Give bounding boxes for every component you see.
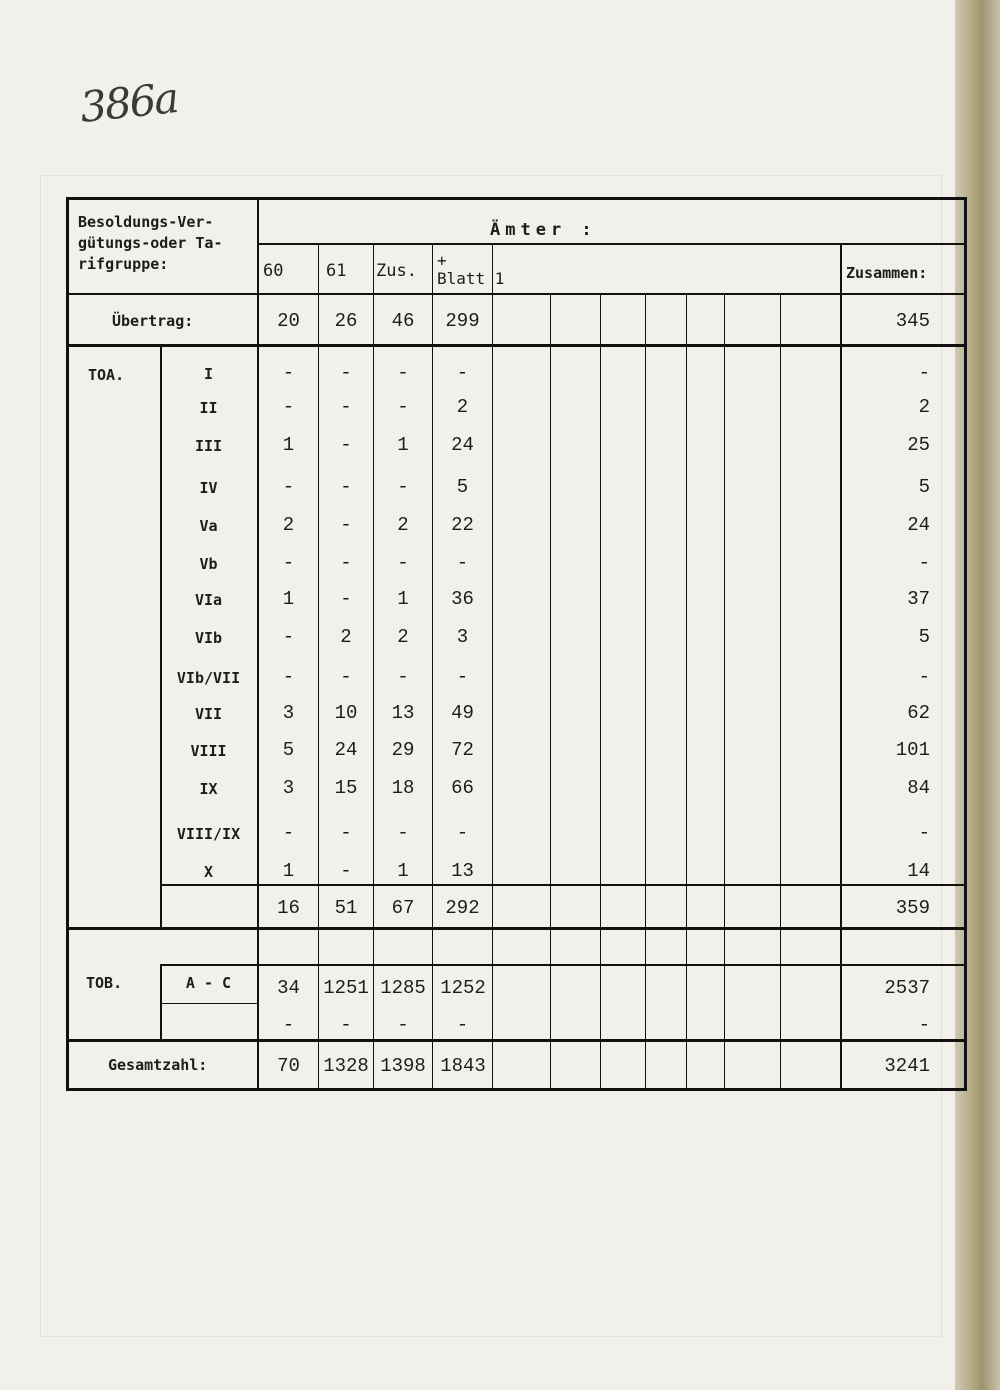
toa-row-zus: - (397, 552, 409, 574)
tob-blatt: 1252 (440, 977, 486, 999)
toa-row-v61: - (340, 476, 352, 498)
toa-row-v60: - (282, 822, 295, 844)
toa-row-blatt: - (456, 666, 469, 688)
gesamt-label: Gesamtzahl: (108, 1056, 208, 1074)
toa-row-v61: 2 (340, 626, 352, 648)
toa-subtotal-blatt: 292 (445, 897, 480, 919)
toa-row-total: - (918, 666, 930, 688)
toa-row-v61: 15 (334, 777, 358, 799)
tob-60: 34 (277, 977, 300, 999)
toa-row-v61: 24 (334, 739, 358, 761)
tob-group: A - C (185, 974, 232, 992)
toa-row-zus: 13 (391, 702, 415, 724)
toa-row-group: IX (199, 780, 218, 798)
toa-row-total: 24 (907, 514, 930, 536)
toa-row-zus: - (397, 476, 409, 498)
toa-row-v60: - (282, 396, 295, 418)
toa-row-v60: - (282, 666, 295, 688)
toa-row-v61: - (340, 860, 352, 882)
toa-row-total: 5 (918, 476, 930, 498)
tob-row2-zus: - (397, 1014, 409, 1036)
toa-row-total: 62 (907, 702, 930, 724)
toa-row-zus: - (397, 822, 409, 844)
tob-row2-blatt: - (456, 1014, 469, 1036)
toa-row-group: IV (199, 479, 218, 497)
toa-row-blatt: 49 (451, 702, 474, 724)
gesamt-60: 70 (277, 1055, 300, 1077)
col-header-60: 60 (263, 261, 284, 281)
toa-row-v61: - (340, 822, 352, 844)
toa-row-v61: - (340, 396, 352, 418)
toa-row-total: - (918, 362, 930, 384)
toa-row-group: VII (194, 705, 223, 723)
torn-paper-edge (955, 0, 1000, 1390)
toa-row-zus: 2 (397, 514, 409, 536)
uebertrag-61: 26 (334, 310, 358, 332)
toa-row-zus: 1 (397, 860, 409, 882)
toa-row-zus: - (397, 666, 409, 688)
toa-row-zus: 1 (397, 588, 409, 610)
toa-row-total: 101 (895, 739, 930, 761)
tob-row2-61: - (340, 1014, 352, 1036)
toa-row-v60: - (282, 626, 295, 648)
toa-row-zus: 18 (391, 777, 415, 799)
tob-zus: 1285 (380, 977, 426, 999)
toa-row-v60: 3 (282, 702, 295, 724)
col-header-61: 61 (326, 261, 347, 281)
uebertrag-zus: 46 (391, 310, 415, 332)
toa-row-blatt: 13 (451, 860, 474, 882)
toa-row-group: VIa (194, 591, 223, 609)
toa-row-group: X (203, 863, 214, 881)
toa-row-group: VIII/IX (176, 825, 241, 843)
toa-row-total: 37 (907, 588, 930, 610)
toa-row-blatt: 36 (451, 588, 474, 610)
toa-row-total: 14 (907, 860, 930, 882)
toa-row-v60: 1 (282, 434, 295, 456)
toa-row-blatt: 66 (451, 777, 474, 799)
toa-row-zus: - (397, 396, 409, 418)
toa-row-v61: - (340, 552, 352, 574)
toa-row-group: Vb (199, 555, 218, 573)
toa-row-group: Va (199, 517, 218, 535)
gesamt-blatt: 1843 (440, 1055, 486, 1077)
toa-row-v60: 1 (282, 860, 295, 882)
group-column-header: Besoldungs-Ver- gütungs-oder Ta- rifgruppe: (78, 213, 223, 273)
toa-row-blatt: - (456, 822, 469, 844)
tob-61: 1251 (323, 977, 369, 999)
gesamt-total: 3241 (884, 1055, 930, 1077)
toa-row-v61: - (340, 434, 352, 456)
toa-row-zus: 2 (397, 626, 409, 648)
toa-row-v61: - (340, 588, 352, 610)
gesamt-zus: 1398 (380, 1055, 426, 1077)
toa-row-blatt: 5 (456, 476, 469, 498)
toa-row-blatt: - (456, 552, 469, 574)
tob-total: 2537 (884, 977, 930, 999)
toa-row-total: 84 (907, 777, 930, 799)
toa-subtotal-zus: 67 (391, 897, 415, 919)
toa-row-v61: - (340, 362, 352, 384)
toa-row-blatt: - (456, 362, 469, 384)
col-header-zusammen: Zusammen: (846, 264, 928, 282)
toa-row-v61: 10 (334, 702, 358, 724)
col-header-blatt: + Blatt 1 (437, 251, 505, 288)
toa-row-v61: - (340, 666, 352, 688)
toa-row-zus: 29 (391, 739, 415, 761)
toa-row-group: VIb/VII (176, 669, 241, 687)
toa-row-blatt: 72 (451, 739, 474, 761)
toa-row-zus: 1 (397, 434, 409, 456)
toa-row-v60: 2 (282, 514, 295, 536)
tob-label: TOB. (86, 974, 123, 992)
toa-label: TOA. (88, 366, 125, 384)
uebertrag-label: Übertrag: (112, 312, 194, 330)
toa-row-group: II (199, 399, 218, 417)
toa-row-group: VIII (190, 742, 227, 760)
toa-row-v60: 5 (282, 739, 295, 761)
toa-row-total: 5 (918, 626, 930, 648)
tob-row2-total: - (918, 1014, 930, 1036)
uebertrag-blatt: 299 (445, 310, 480, 332)
toa-row-total: - (918, 822, 930, 844)
toa-row-group: I (203, 365, 214, 383)
uebertrag-total: 345 (895, 310, 930, 332)
toa-row-total: 25 (907, 434, 930, 456)
toa-row-v60: - (282, 362, 295, 384)
toa-row-group: III (194, 437, 223, 455)
toa-row-total: 2 (918, 396, 930, 418)
toa-row-blatt: 2 (456, 396, 469, 418)
toa-row-blatt: 24 (451, 434, 474, 456)
handwritten-reference: 386a (77, 73, 180, 132)
toa-row-zus: - (397, 362, 409, 384)
toa-row-v60: - (282, 552, 295, 574)
gesamt-61: 1328 (323, 1055, 369, 1077)
toa-subtotal-60: 16 (277, 897, 300, 919)
toa-subtotal-61: 51 (334, 897, 358, 919)
toa-row-v61: - (340, 514, 352, 536)
tob-row2-60: - (282, 1014, 295, 1036)
toa-row-v60: - (282, 476, 295, 498)
toa-row-group: VIb (194, 629, 223, 647)
toa-row-v60: 1 (282, 588, 295, 610)
uebertrag-60: 20 (277, 310, 300, 332)
toa-subtotal-total: 359 (895, 897, 930, 919)
toa-row-blatt: 22 (451, 514, 474, 536)
toa-row-v60: 3 (282, 777, 295, 799)
col-header-zus: Zus. (376, 261, 417, 281)
toa-row-blatt: 3 (456, 626, 469, 648)
toa-row-total: - (918, 552, 930, 574)
aemter-header: Ämter : (490, 220, 597, 240)
